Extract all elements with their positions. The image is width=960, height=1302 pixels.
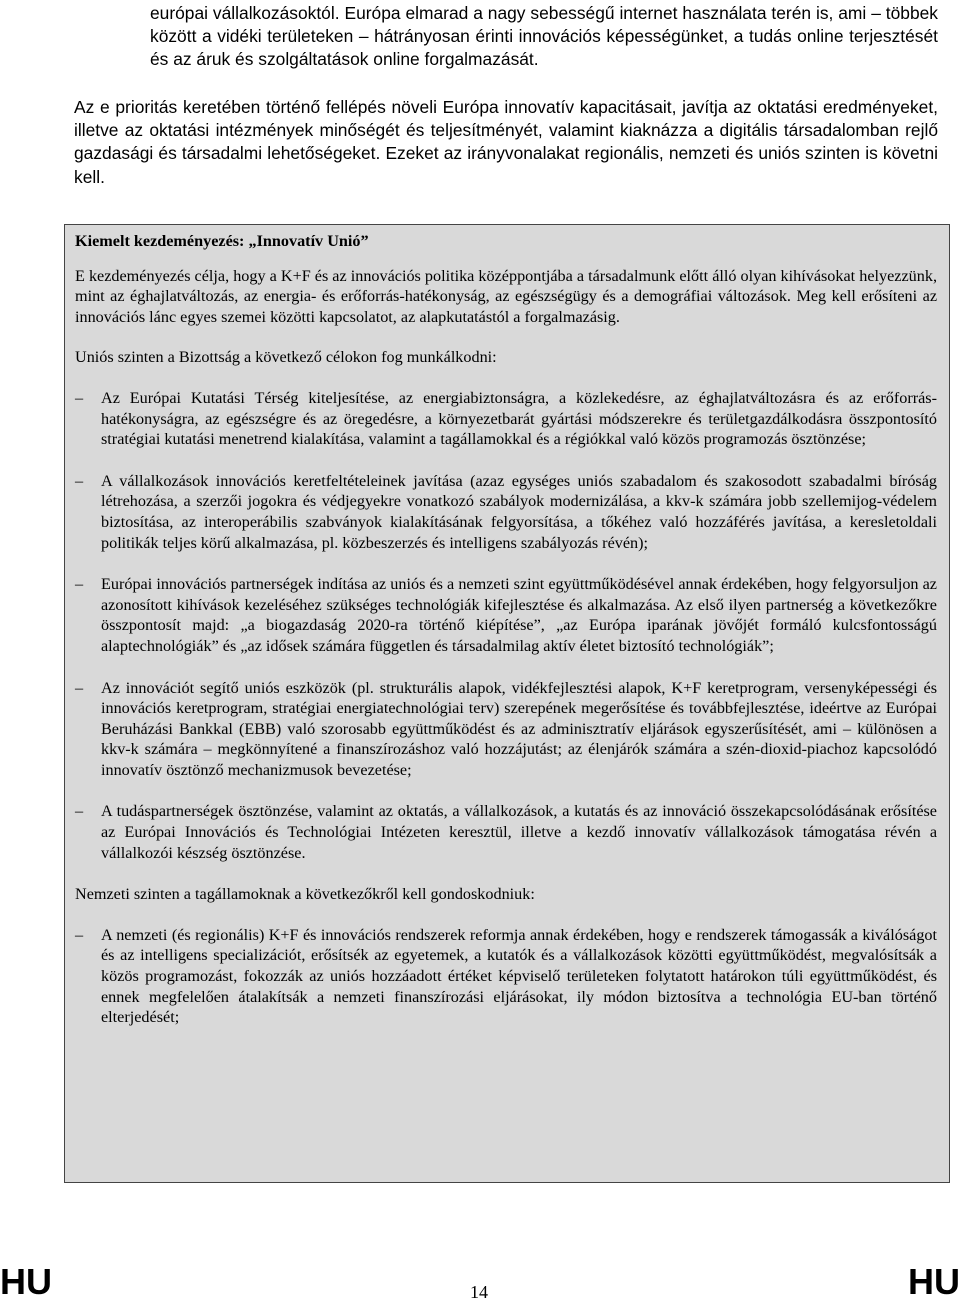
dash-bullet-icon: –	[75, 471, 84, 490]
eu-level-list	[75, 388, 937, 863]
list-item	[75, 678, 937, 781]
list-item	[75, 925, 937, 1028]
list-item-text: Európai innovációs partnerségek indítása az uniós és a nemzeti szint együttműködésével annak érdekében, hogy felgyorsuljon az azonosított kihívások kezeléséhez szükséges technológiák kifejlesztése és alkalmazása. Az első ilyen partnerség a következőkre összpontosít majd: „a biogazdaság 2020-ra történő kiépítése”, „az Európa iparának jövőjét formáló kulcsfontosságú alaptechnológiák” és „az idősek számára független és társadalmilag aktív életet biztosító technológiák”;	[101, 575, 937, 655]
dash-bullet-icon: –	[75, 925, 84, 944]
intro-paragraph-continuation: európai vállalkozásoktól. Európa elmarad a nagy sebességű internet használata terén is, ami – többek között a vidéki területeken – hátrányosan érinti innovációs képességünket, a tudás online terjesztését és az áruk és szolgáltatások online forgalmazását.	[150, 3, 938, 70]
flagship-title: Kiemelt kezdeményezés: „Innovatív Unió”	[75, 232, 369, 250]
dash-bullet-icon: –	[75, 388, 84, 407]
flagship-intro: E kezdeményezés célja, hogy a K+F és az innovációs politika középpontjába a társadalmunk előtt álló olyan kihívásokat helyezzünk, mint az éghajlatváltozás, az energia- és erőforrás-hatékonyság, az egészségügy és a demográfiai változások. Meg kell erősíteni az innovációs lánc egyes szemei közötti kapcsolatot, az alapkutatástól a forgalmazásig.	[75, 266, 937, 326]
flagship-initiative-box	[64, 224, 950, 1183]
list-item-text: A nemzeti (és regionális) K+F és innovációs rendszerek reformja annak érdekében, hogy e rendszerek támogassák a kiválóságot és az intelligens specializációt, erősítsék az egyetemek, a kutatók és a vállalkozások közötti együttműködést, megvalósítsák a közös programozást, fokozzák az uniós hozzáadott értéket képviselő területeken folytatott határokon túli együttműködést, és ennek megfelelően átalakítsák a nemzeti finanszírozási eljárásokat, ily módon biztosítva a technológia EU-ban történő elterjedését;	[101, 925, 937, 1027]
page-number: 14	[470, 1282, 488, 1302]
list-item	[75, 471, 937, 553]
footer-language-code-left: HU	[0, 1261, 52, 1302]
footer-language-code-right: HU	[908, 1261, 960, 1302]
list-item	[75, 801, 937, 863]
list-item-text: A vállalkozások innovációs keretfeltételeinek javítása (azaz egységes uniós szabadalom és szakosodott szabadalmi bíróság létrehozása, a szerzői jogokra és védjegyekre vonatkozó szabályok modernizálása, a kkv-k számára jobb szellemijog-védelem biztosítása, az interoperábilis szabványok kialakításának felgyorsítása, a tőkéhez való hozzáférés javítása, a keresletoldali politikák teljes körű alkalmazása, pl. közbeszerzés és intelligens szabályozás révén);	[101, 471, 937, 552]
list-item-text: Az innovációt segítő uniós eszközök (pl. strukturális alapok, vidékfejlesztési alapok, K+F keretprogram, versenyképességi és innovációs keretprogram, stratégiai energiatechnológiai terv) szerepének megerősítése és továbbfejlesztése, ideértve az Európai Beruházási Bankkal (EBB) való szorosabb együttműködést és az adminisztratív eljárások egyszerűsítését, ami – különösen a kkv-k számára – megkönnyítené a finanszírozáshoz való hozzájutást; az élenjárók számára a szén-dioxid-piachoz kapcsolódó innovatív ösztönző mechanizmusok bevezetése;	[101, 678, 937, 779]
list-item	[75, 574, 937, 656]
national-level-list	[75, 925, 937, 1028]
national-level-lead: Nemzeti szinten a tagállamoknak a következőkről kell gondoskodniuk:	[75, 885, 535, 904]
priority-paragraph: Az e prioritás keretében történő fellépés növeli Európa innovatív kapacitásait, javítja az oktatási eredményeket, illetve az oktatási intézmények minőségét és teljesítményét, valamint kiaknázza a digitális társadalomban rejlő gazdasági és társadalmi lehetőségeket. Ezeket az irányvonalakat regionális, nemzeti és uniós szinten is követni kell.	[74, 97, 938, 187]
dash-bullet-icon: –	[75, 802, 84, 821]
dash-bullet-icon: –	[75, 575, 84, 594]
list-item	[75, 388, 937, 450]
eu-level-lead: Uniós szinten a Bizottság a következő célokon fog munkálkodni:	[75, 348, 497, 367]
list-item-text: Az Európai Kutatási Térség kiteljesítése, az energiabiztonságra, a közlekedésre, az éghajlatváltozásra és az erőforrás-hatékonyságra, az egészségre és az öregedésre, a környezetbarát gyártási módszerekre és területgazdálkodásra összpontosító stratégiai kutatási menetrend kialakítása, valamint a tagállamokkal és a régiókkal való közös programozás ösztönzése;	[101, 388, 937, 449]
list-item-text: A tudáspartnerségek ösztönzése, valamint az oktatás, a vállalkozások, a kutatás és az innováció összekapcsolódásának erősítése az Európai Innovációs és Technológiai Intézeten keresztül, illetve a kezdő innovatív vállalkozások támogatása révén a vállalkozói készség ösztönzése.	[101, 802, 937, 862]
dash-bullet-icon: –	[75, 678, 84, 697]
